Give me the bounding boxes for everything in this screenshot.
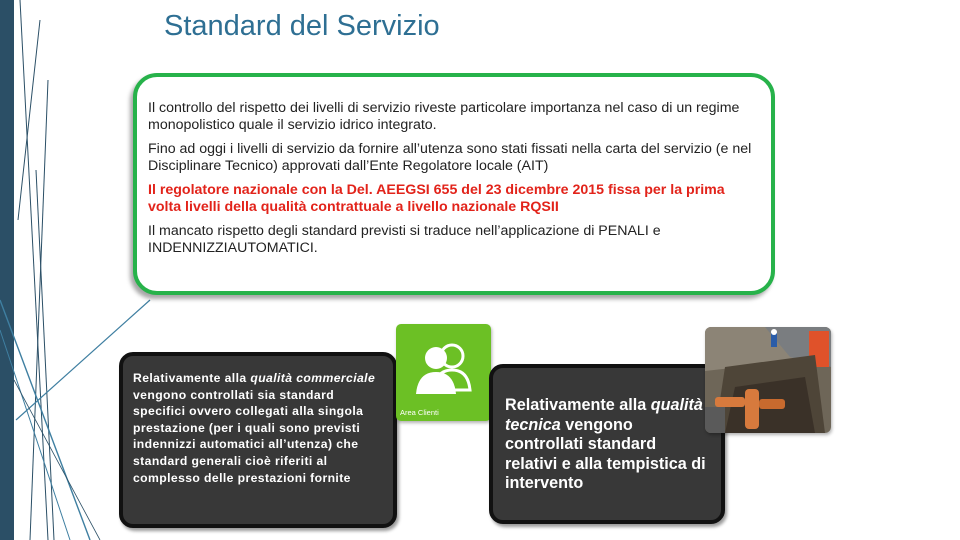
technical-quality-term: qualità tecnica xyxy=(505,396,703,434)
technical-description: vengono controllati standard relativi e alla tempistica di intervento xyxy=(505,415,706,493)
excavation-photo xyxy=(705,327,831,433)
commercial-prefix: Relativamente alla xyxy=(133,371,251,385)
paragraph-service-levels: Fino ad oggi i livelli di servizio da fornire all’utenza sono stati fissati nella carta del servizio (e nel Disciplinare Tecnico) approvati dall’Ente Regolatore locale (AIT) xyxy=(148,141,752,174)
technical-quality-box xyxy=(489,364,725,524)
commercial-quality-box xyxy=(119,352,397,528)
paragraph-regulator: Il regolatore nazionale con la Del. AEEGSI 655 del 23 dicembre 2015 fissa per la prima volta livelli della qualità contrattuale a livello nazionale RQSII xyxy=(148,182,725,215)
users-icon xyxy=(396,324,491,408)
slide-title: Standard del Servizio xyxy=(164,10,440,42)
paragraph-penalties: Il mancato rispetto degli standard previsti si traduce nell’applicazione di PENALI e INDENNIZZIAUTOMATICI. xyxy=(148,223,661,256)
green-box-text xyxy=(148,100,758,264)
paragraph-monopoly: Il controllo del rispetto dei livelli di servizio riveste particolare importanza nel caso di un regime monopolistico quale il servizio idrico integrato. xyxy=(148,100,740,133)
commercial-quality-term: qualità commerciale xyxy=(250,371,376,385)
technical-prefix: Relativamente alla xyxy=(505,396,651,414)
commercial-description: vengono controllati sia standard specifici ovvero collegati alla singola prestazione (per i quali sono previsti indennizzi automatici all’utenza) che standard generali cioè riferiti al complesso delle prestazioni fornite xyxy=(133,387,364,485)
area-clienti-label: Area Clienti xyxy=(400,408,439,417)
area-clienti-button[interactable] xyxy=(396,324,491,421)
